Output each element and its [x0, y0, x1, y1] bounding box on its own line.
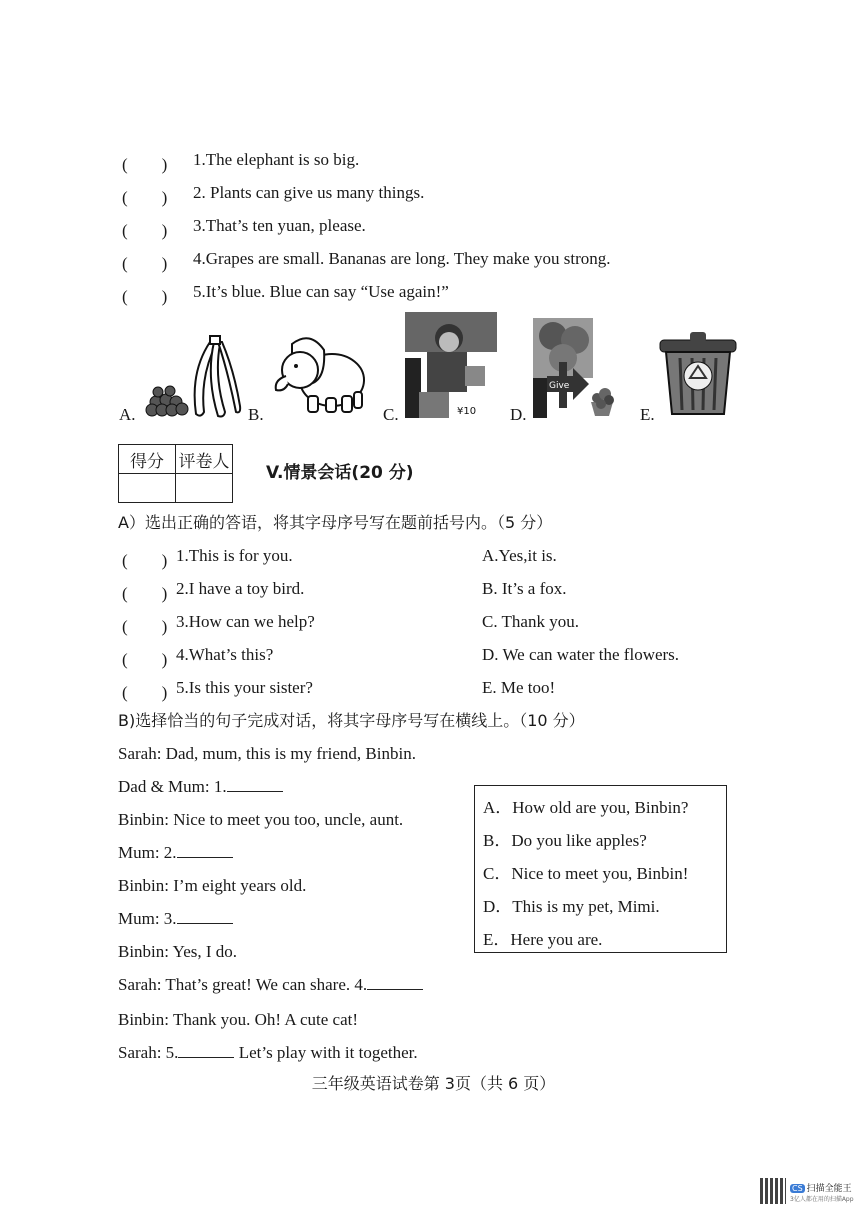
answer-paren[interactable]: ( ) — [122, 584, 168, 603]
answer-blank[interactable] — [178, 1043, 234, 1058]
part4-item: 3.That’s ten yuan, please. — [193, 216, 366, 235]
grader-header: 评卷人 — [176, 445, 233, 474]
question: 2.I have a toy bird. — [176, 579, 305, 598]
dialogue-line: Mum: 2. — [118, 843, 233, 863]
tree-give-fruit-image — [533, 318, 617, 420]
picture-label-d: D. — [510, 405, 527, 424]
picture-label-a: A. — [119, 405, 136, 424]
answer-paren[interactable]: ( ) — [122, 683, 168, 702]
answer-blank[interactable] — [227, 777, 283, 792]
answer-paren[interactable]: ( ) — [122, 287, 168, 306]
elephant-image — [270, 330, 368, 420]
part4-item: 4.Grapes are small. Bananas are long. They make you strong. — [193, 249, 611, 268]
answer-paren[interactable]: ( ) — [122, 188, 168, 207]
answer-blank[interactable] — [367, 975, 423, 990]
part4-item: 1.The elephant is so big. — [193, 150, 360, 169]
shop-scene-image — [405, 312, 497, 418]
dialogue-line: Dad & Mum: 1. — [118, 777, 283, 797]
grader-cell[interactable] — [176, 474, 233, 503]
page-footer: 三年级英语试卷第 3页（共 6 页） — [311, 1074, 556, 1093]
picture-label-b: B. — [248, 405, 264, 424]
answer-blank[interactable] — [177, 909, 233, 924]
option: C．Nice to meet you, Binbin! — [483, 864, 689, 883]
score-header: 得分 — [119, 445, 176, 474]
option: E．Here you are. — [483, 930, 603, 949]
dialogue-line: Binbin: Nice to meet you too, uncle, aunt. — [118, 810, 404, 829]
grapes-bananas-image — [138, 332, 242, 422]
picture-label-c: C. — [383, 405, 399, 424]
answer-blank[interactable] — [177, 843, 233, 858]
answer-paren[interactable]: ( ) — [122, 617, 168, 636]
answer-paren[interactable]: ( ) — [122, 221, 168, 240]
answer-option: C. Thank you. — [482, 612, 579, 631]
option: A．How old are you, Binbin? — [483, 798, 689, 817]
picture-label-e: E. — [640, 405, 655, 424]
part4-item: 5.It’s blue. Blue can say “Use again!” — [193, 282, 449, 301]
recycle-bin-image — [656, 326, 740, 418]
options-box — [474, 785, 727, 953]
question: 4.What’s this? — [176, 645, 274, 664]
price-tag: ¥10 — [457, 406, 477, 417]
cs-logo-icon: CS — [792, 1184, 803, 1193]
scanner-tagline: 3亿人都在用的扫描App — [790, 1196, 854, 1203]
question: 3.How can we help? — [176, 612, 315, 631]
dialogue-line: Sarah: That’s great! We can share. 4. — [118, 975, 423, 995]
section-title: V.情景会话(20 分) — [266, 463, 414, 483]
answer-option: A.Yes,it is. — [482, 546, 557, 565]
dialogue-line: Sarah: Dad, mum, this is my friend, Binbin. — [118, 744, 416, 763]
scanner-name: 扫描全能王 — [806, 1184, 852, 1194]
question: 5.Is this your sister? — [176, 678, 313, 697]
answer-paren[interactable]: ( ) — [122, 650, 168, 669]
give-arrow-text: Give — [549, 381, 570, 391]
option: D．This is my pet, Mimi. — [483, 897, 660, 916]
scanner-watermark — [790, 1181, 854, 1203]
score-cell[interactable] — [119, 474, 176, 503]
dialogue-line: Binbin: I’m eight years old. — [118, 876, 307, 895]
dialogue-line: Mum: 3. — [118, 909, 233, 929]
question: 1.This is for you. — [176, 546, 293, 565]
answer-option: D. We can water the flowers. — [482, 645, 680, 664]
answer-option: B. It’s a fox. — [482, 579, 567, 598]
answer-paren[interactable]: ( ) — [122, 155, 168, 174]
option: B．Do you like apples? — [483, 831, 647, 850]
qr-code-icon — [760, 1178, 786, 1204]
answer-option: E. Me too! — [482, 678, 556, 697]
dialogue-line: Binbin: Thank you. Oh! A cute cat! — [118, 1010, 359, 1029]
dialogue-line: Binbin: Yes, I do. — [118, 942, 238, 961]
dialogue-line: Sarah: 5. Let’s play with it together. — [118, 1043, 418, 1062]
answer-paren[interactable]: ( ) — [122, 254, 168, 273]
part4-item: 2. Plants can give us many things. — [193, 183, 425, 202]
part-a-instruction: A）选出正确的答语，将其字母序号写在题前括号内。（5 分） — [118, 513, 553, 532]
score-table — [118, 444, 233, 503]
answer-paren[interactable]: ( ) — [122, 551, 168, 570]
part-b-instruction: B)选择恰当的句子完成对话，将其字母序号写在横线上。（10 分） — [118, 711, 585, 730]
